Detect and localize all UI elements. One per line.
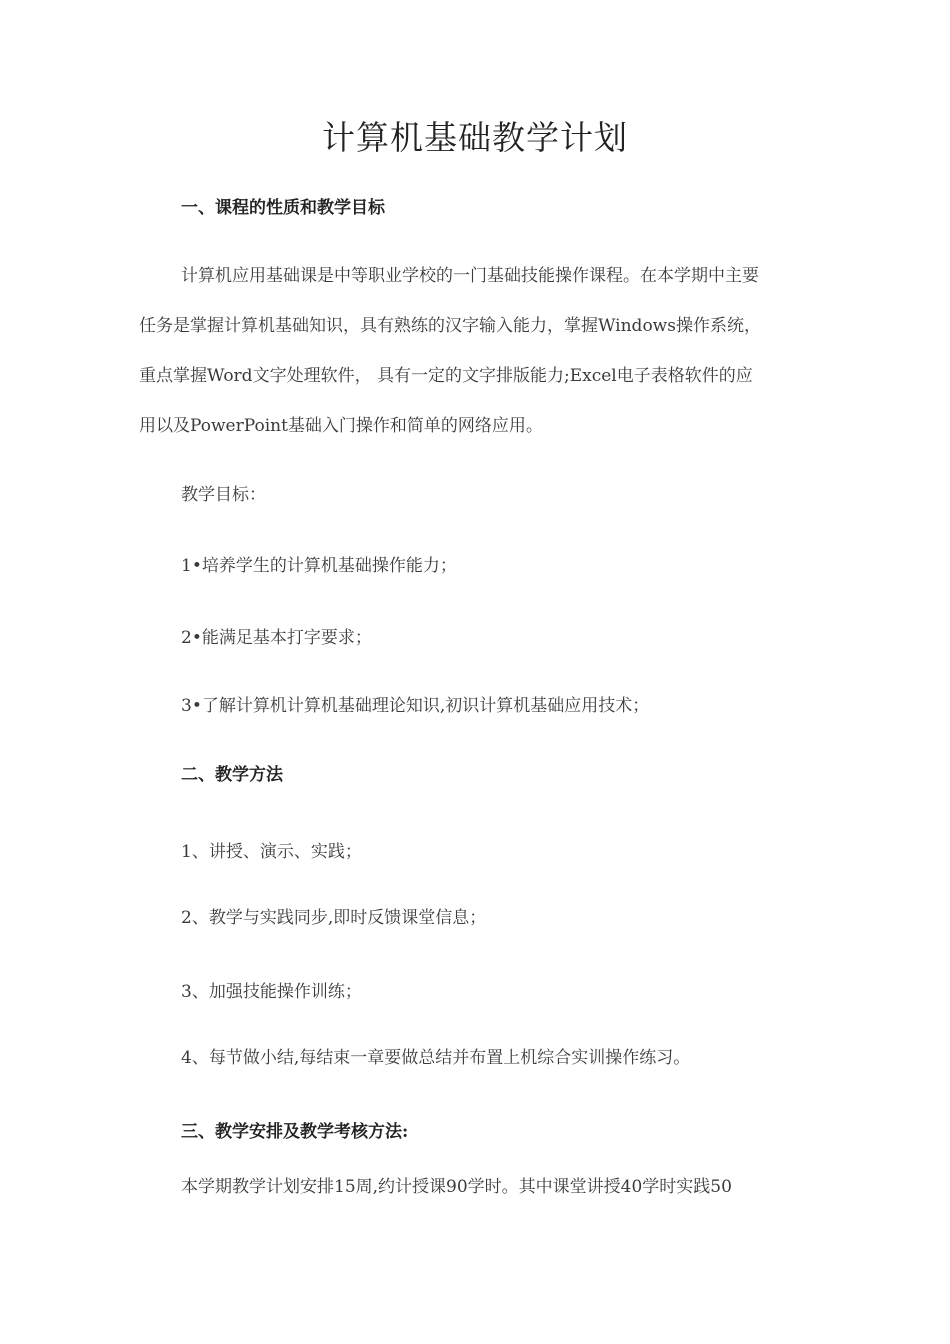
section-heading-3: 三、教学安排及教学考核方法:: [181, 1122, 409, 1142]
method-item: 4、每节做小结,每结束一章要做总结并布置上机综合实训操作练习。: [181, 1048, 691, 1068]
goals-label: 教学目标：: [181, 485, 266, 505]
paragraph-line: 任务是掌握计算机基础知识，具有熟练的汉字输入能力，掌握Windows操作系统，: [139, 316, 761, 336]
paragraph-line: 用以及PowerPoint基础入门操作和简单的网络应用。: [139, 416, 543, 436]
method-item: 3、加强技能操作训练；: [181, 982, 362, 1002]
method-item: 2、教学与实践同步,即时反馈课堂信息；: [181, 908, 487, 928]
paragraph-line: 本学期教学计划安排15周,约计授课90学时。其中课堂讲授40学时实践50: [181, 1177, 732, 1197]
goal-item: 1•培养学生的计算机基础操作能力；: [181, 556, 457, 576]
document-title: 计算机基础教学计划: [322, 118, 628, 157]
paragraph-line: 重点掌握Word文字处理软件， 具有一定的文字排版能力;Excel电子表格软件的应: [139, 366, 753, 386]
section-heading-1: 一、课程的性质和教学目标: [181, 198, 385, 218]
paragraph-line: 计算机应用基础课是中等职业学校的一门基础技能操作课程。在本学期中主要: [181, 266, 759, 286]
method-item: 1、讲授、演示、实践；: [181, 842, 362, 862]
section-heading-2: 二、教学方法: [181, 765, 283, 785]
goal-item: 2•能满足基本打字要求；: [181, 628, 372, 648]
goal-item: 3•了解计算机计算机基础理论知识,初识计算机基础应用技术；: [181, 696, 650, 716]
